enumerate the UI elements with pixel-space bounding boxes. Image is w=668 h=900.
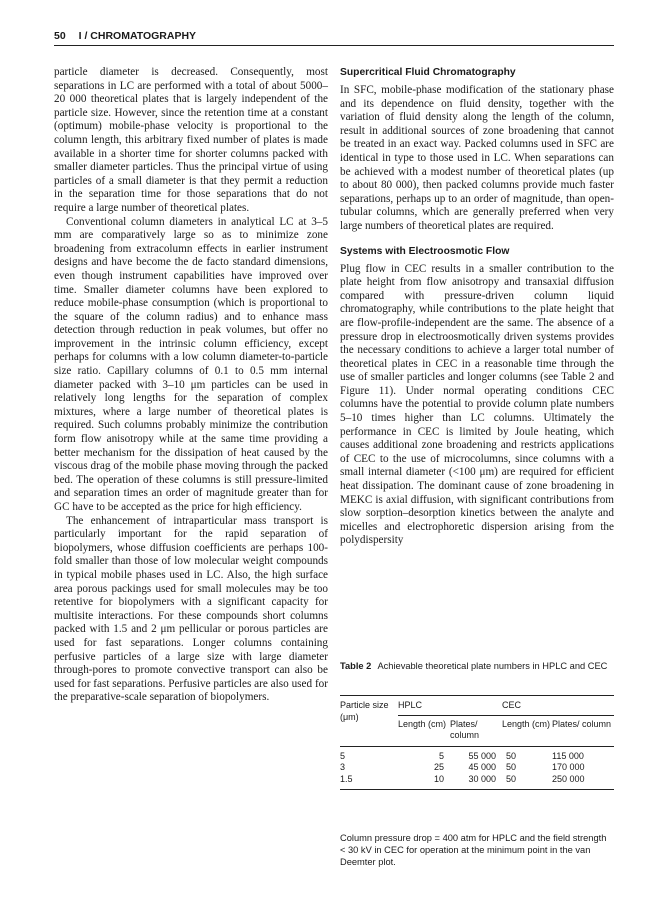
section-heading-eof: Systems with Electroosmotic Flow: [340, 245, 510, 257]
right-column: [340, 66, 614, 548]
left-column: [54, 66, 328, 705]
table-row: [340, 746, 614, 762]
plate-number-table: [340, 695, 614, 790]
cell-hplc-length: 5: [438, 750, 444, 761]
header-rule: [54, 45, 614, 46]
subheader-length: Length (cm): [398, 718, 447, 729]
subheader-plates: Plates/ column: [450, 718, 480, 740]
cell-cec-length: 50: [506, 762, 517, 772]
cell-cec-plates: 115 000: [552, 750, 584, 761]
running-header: [54, 30, 614, 44]
running-title: I / CHROMATOGRAPHY: [78, 30, 197, 42]
cell-hplc-length: 25: [433, 762, 444, 772]
cell-particle: 1.5: [340, 773, 353, 784]
paragraph: In SFC, mobile-phase modification of the stationary phase and its dependence on fluid density, together with the variation of fluid density along the length of the column, result in additional sources of zone broadening that cannot be treated in an exact way. Packed columns used in SFC are identical in type to those used in LC. When separations can be achieved with a modest number of theoretical plates (up to about 80 000), then packed columns provide much faster separations, perhaps up to an order of magnitude, than open-tubular columns, which are generally preferred when very large numbers of theoretical plates are required.: [340, 84, 614, 232]
cell-cec-length: 50: [506, 750, 517, 761]
table-footnote: Column pressure drop = 400 atm for HPLC and the field strength < 30 kV in CEC for operation at the minimum point in the van Deemter plot.: [340, 833, 607, 867]
header-cec: CEC: [502, 696, 614, 716]
cell-cec-plates: 250 000: [552, 773, 585, 784]
header-particle-size: Particle size (μm): [340, 700, 389, 722]
cell-cec-length: 50: [506, 773, 517, 784]
paragraph: The enhancement of intraparticular mass transport is particularly important for the rapid separation of biopolymers, whose diffusion coefficients are perhaps 100-fold smaller than those of low molecular weight compounds in typical mobile phases used in LC. Also, the high surface area porous packings used for small molecules may be too retentive for biopolymers with a significant capacity for multisite interactions. For these compounds short columns packed with 1.5 and 2 μm pellicular or porous particles are used for fast separations. Longer columns containing perfusive particles of a large size with large diameter through-pores to promote convective transport can also be used for fast separations. Perfusive particles are also used for the preparative-scale separation of biopolymers.: [54, 514, 328, 704]
cell-particle: 3: [340, 762, 346, 772]
paragraph: particle diameter is decreased. Consequently, most separations in LC are performed with a total of about 5000–20 000 theoretical plates that is largely independent of the particle size. However, since the retention time at a constant (optimum) mobile-phase velocity is proportional to the column length, this arbitrary fixed number of plates is made available in a shorter time for shorter columns packed with smaller diameter particles. Thus the principal virtue of using particles of a small diameter is that they permit a reduction in the separation time for those separations that do not require a large number of theoretical plates.: [54, 66, 328, 214]
table-label: Table 2: [340, 661, 372, 671]
table-row: [340, 774, 614, 790]
paragraph: Plug flow in CEC results in a smaller contribution to the plate height from flow anisotropy and transaxial diffusion compared with pressure-driven column liquid chromatography, while contributions to the plate height that are flow-profile-independent are the same. The absence of a pressure drop in electroosmotically driven systems provides the necessary conditions to achieve a larger total number of theoretical plates in CEC in a reasonable time through the use of smaller particles and longer columns (see Table 2 and Figure 11). Under normal operating conditions CEC columns have the potential to provide column plate numbers 5–10 times higher than LC columns. Ultimately the performance in CEC is limited by Joule heating, which causes additional zone broadening and restricts applications of CEC to the use of microcolumns, since columns with a small internal diameter (<100 μm) are required for efficient heat dissipation. The dominant cause of zone broadening in MEKC is axial diffusion, with significant contributions from slow sorption–desorption kinetics between the analyte and micelles and electrophoretic dispersion arising from the polydispersity: [340, 262, 614, 547]
paragraph: Conventional column diameters in analytical LC at 3–5 mm are comparatively large so as to minimize zone broadening from extracolumn effects in earlier instrument designs and have become the de facto standard dimensions, even though instrument capabilities have improved over time. Smaller diameter columns have been explored to reduce mobile-phase consumption (which is proportional to the square of the column radius) and to enhance mass detection through reduction in peak volumes, but offer no improvement in the intrinsic column efficiency, except perhaps for columns with a low column diameter-to-particle size ratio. Capillary columns of 0.1 to 0.5 mm internal diameter packed with 3–10 μm particles can be used in relatively long lengths for the separation of complex mixtures, where a large number of theoretical plates is required. Such columns probably minimize the contribution form flow anisotropy while at the same time providing a better mechanism for the dissipation of heat caused by the viscous drag of the mobile phase moving through the packed bed. The operation of these columns is still pressure-limited and separation times an order of magnitude greater than for GC have to be accepted as the price for high efficiency.: [54, 215, 328, 513]
table-caption-text: Achievable theoretical plate numbers in HPLC and CEC: [377, 661, 608, 671]
cell-hplc-plates: 55 000: [468, 750, 496, 761]
table-caption: [340, 660, 614, 672]
section-heading-sfc: Supercritical Fluid Chromatography: [340, 67, 516, 78]
cell-particle: 5: [340, 750, 346, 761]
table-row: [340, 762, 614, 774]
cell-hplc-plates: 45 000: [468, 762, 496, 772]
cell-hplc-length: 10: [433, 773, 444, 784]
subheader-length: Length (cm): [502, 718, 551, 729]
header-hplc: HPLC: [398, 696, 502, 716]
cell-hplc-plates: 30 000: [468, 773, 496, 784]
page-number: 50: [54, 30, 66, 42]
subheader-plates: Plates/ column: [552, 718, 612, 729]
cell-cec-plates: 170 000: [552, 762, 585, 772]
